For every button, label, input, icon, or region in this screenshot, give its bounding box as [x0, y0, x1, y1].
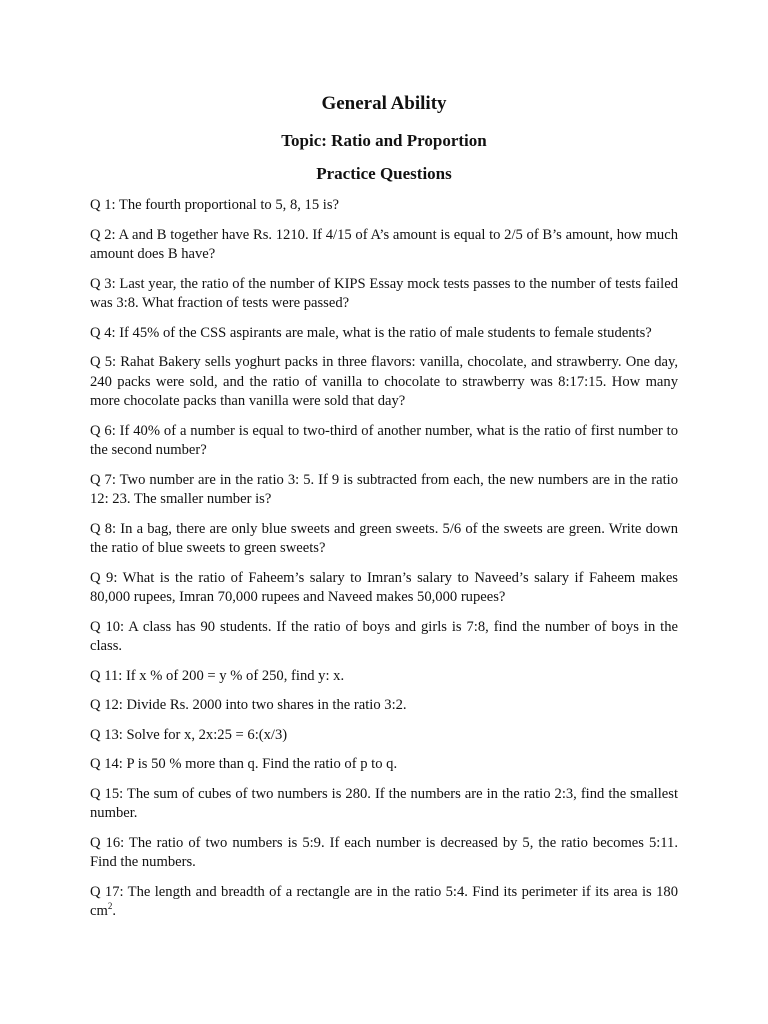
question-16: Q 16: The ratio of two numbers is 5:9. If each number is decreased by 5, the ratio becomes 5:11. Find the numbers. [90, 834, 678, 870]
question-12: Q 12: Divide Rs. 2000 into two shares in the ratio 3:2. [90, 697, 407, 713]
question-15: Q 15: The sum of cubes of two numbers is 280. If the numbers are in the ratio 2:3, find the smallest number. [90, 785, 678, 821]
question-3: Q 3: Last year, the ratio of the number of KIPS Essay mock tests passes to the number of tests failed was 3:8. What fraction of tests were passed? [90, 275, 678, 311]
document-page [90, 92, 678, 932]
question-11: Q 11: If x % of 200 = y % of 250, find y: x. [90, 667, 345, 684]
question-13: Q 13: Solve for x, 2x:25 = 6:(x/3) [90, 726, 288, 743]
question-17-end: . [112, 903, 116, 919]
topic-heading: Topic: Ratio and Proportion [281, 131, 487, 150]
question-14: Q 14: P is 50 % more than q. Find the ratio of p to q. [90, 756, 398, 772]
practice-questions-heading: Practice Questions [316, 164, 452, 183]
question-2: Q 2: A and B together have Rs. 1210. If 4/15 of A’s amount is equal to 2/5 of B’s amount, how much amount does B have? [90, 226, 678, 262]
question-7: Q 7: Two number are in the ratio 3: 5. If 9 is subtracted from each, the new numbers are in the ratio 12: 23. The smaller number is? [90, 471, 678, 507]
question-6: Q 6: If 40% of a number is equal to two-third of another number, what is the ratio of first number to the second number? [90, 422, 678, 458]
question-4: Q 4: If 45% of the CSS aspirants are male, what is the ratio of male students to female students? [90, 324, 652, 341]
question-17 [90, 883, 678, 922]
question-9: Q 9: What is the ratio of Faheem’s salary to Imran’s salary to Naveed’s salary if Faheem makes 80,000 rupees, Imran 70,000 rupees and Naveed makes 50,000 rupees? [90, 569, 678, 605]
question-10: Q 10: A class has 90 students. If the ratio of boys and girls is 7:8, find the number of boys in the class. [90, 618, 678, 654]
document-title: General Ability [321, 93, 447, 114]
question-8: Q 8: In a bag, there are only blue sweets and green sweets. 5/6 of the sweets are green. Write down the ratio of blue sweets to green sweets? [90, 520, 678, 556]
question-17-text: Q 17: The length and breadth of a rectangle are in the ratio 5:4. Find its perimeter if its area is 180 cm [90, 883, 678, 919]
question-1: Q 1: The fourth proportional to 5, 8, 15 is? [90, 197, 340, 213]
superscript-2: 2 [107, 901, 113, 912]
question-5: Q 5: Rahat Bakery sells yoghurt packs in three flavors: vanilla, chocolate, and strawberry. One day, 240 packs were sold, and the ratio of vanilla to chocolate to strawberry was 8:17:15. How many more chocolate packs than vanilla were sold that day? [90, 354, 678, 409]
